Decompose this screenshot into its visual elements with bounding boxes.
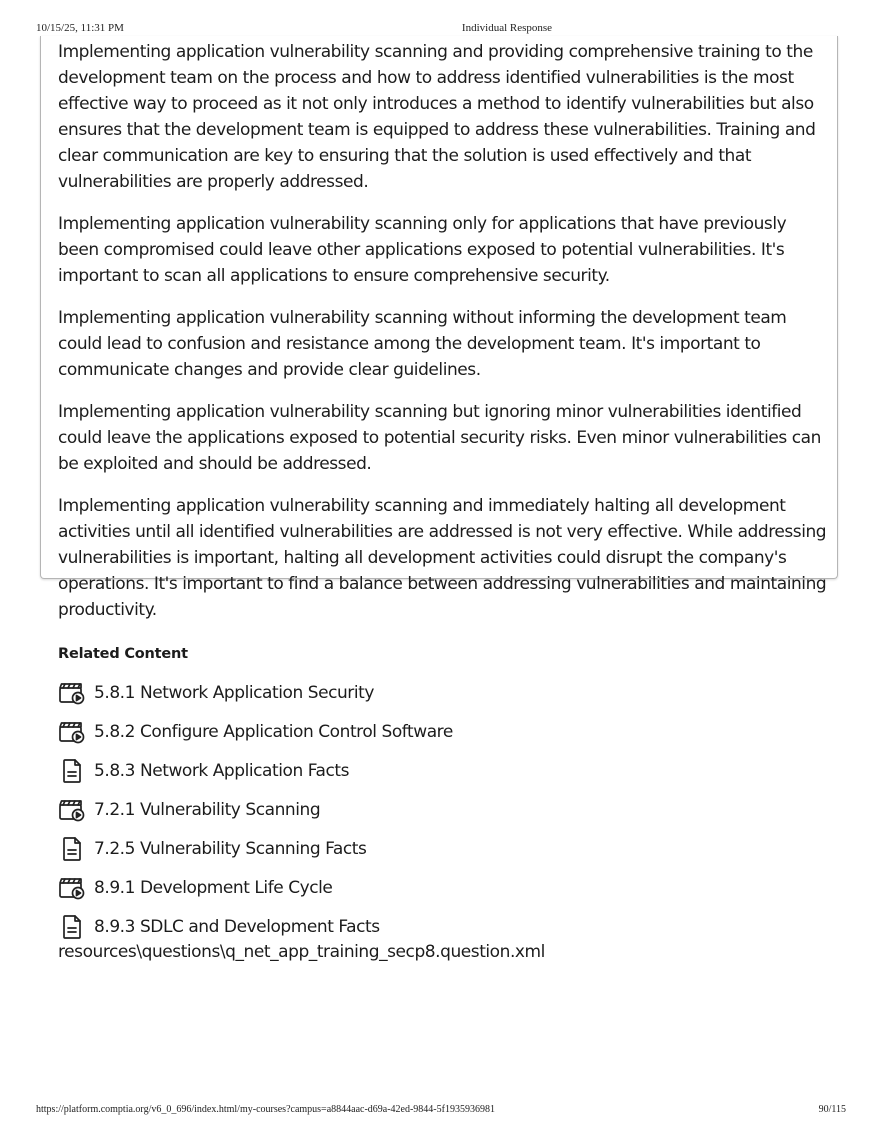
related-item-configure-application-control[interactable] xyxy=(58,712,830,751)
video-icon xyxy=(58,796,86,824)
related-item-label[interactable]: 5.8.3 Network Application Facts xyxy=(94,760,349,781)
related-item-label[interactable]: 5.8.2 Configure Application Control Software xyxy=(94,721,453,742)
print-title: Individual Response xyxy=(461,22,553,34)
page-counter: 90/115 xyxy=(818,1104,846,1115)
related-item-label[interactable]: 7.2.1 Vulnerability Scanning xyxy=(94,799,321,820)
document-icon xyxy=(58,913,86,941)
explanation-paragraph: Implementing application vulnerability scanning but ignoring minor vulnerabilities identified could leave the applications exposed to potential security risks. Even minor vulnerabilities can be exploited and should be addressed. xyxy=(58,402,821,474)
related-item-vulnerability-scanning[interactable] xyxy=(58,790,830,829)
explanation-paragraph: Implementing application vulnerability scanning and immediately halting all development activities until all identified vulnerabilities are addressed is not very effective. While addressing vulnerabilities is important, halting all development activities could disrupt the company's operations. It's important to find a balance between addressing vulnerabilities and maintaining productivity. xyxy=(58,496,827,620)
explanation-paragraph: Implementing application vulnerability scanning only for applications that have previously been compromised could leave other applications exposed to potential vulnerabilities. It's important to scan all applications to ensure comprehensive security. xyxy=(58,214,787,286)
video-icon xyxy=(58,679,86,707)
related-item-vulnerability-scanning-facts[interactable] xyxy=(58,829,830,868)
document-icon xyxy=(58,835,86,863)
related-item-label[interactable]: 8.9.1 Development Life Cycle xyxy=(94,877,333,898)
related-item-label[interactable]: 7.2.5 Vulnerability Scanning Facts xyxy=(94,838,367,859)
video-icon xyxy=(58,874,86,902)
explanation-paragraph: Implementing application vulnerability scanning without informing the development team could lead to confusion and resistance among the development team. It's important to communicate changes and provide clear guidelines. xyxy=(58,308,787,380)
related-content-list xyxy=(58,673,830,946)
related-item-network-application-security[interactable] xyxy=(58,673,830,712)
related-item-label[interactable]: 8.9.3 SDLC and Development Facts xyxy=(94,916,380,937)
related-item-development-life-cycle[interactable] xyxy=(58,868,830,907)
related-item-label[interactable]: 5.8.1 Network Application Security xyxy=(94,682,374,703)
print-url: https://platform.comptia.org/v6_0_696/index.html/my-courses?campus=a8844aac-d69a-42ed-9844-5f1935936981 xyxy=(36,1104,495,1115)
print-header xyxy=(0,22,880,36)
video-icon xyxy=(58,718,86,746)
resource-path: resources\questions\q_net_app_training_secp8.question.xml xyxy=(58,942,545,962)
explanation-paragraph: Implementing application vulnerability scanning and providing comprehensive training to the development team on the process and how to address identified vulnerabilities is the most effective way to proceed as it not only introduces a method to identify vulnerabilities but also ensures that the development team is equipped to address these vulnerabilities. Training and clear communication are key to ensuring that the solution is used effectively and that vulnerabilities are properly addressed. xyxy=(58,42,816,192)
related-item-network-application-facts[interactable] xyxy=(58,751,830,790)
main-content xyxy=(58,39,830,964)
related-content-heading: Related Content xyxy=(58,646,188,662)
document-icon xyxy=(58,757,86,785)
print-date: 10/15/25, 11:31 PM xyxy=(36,22,124,34)
